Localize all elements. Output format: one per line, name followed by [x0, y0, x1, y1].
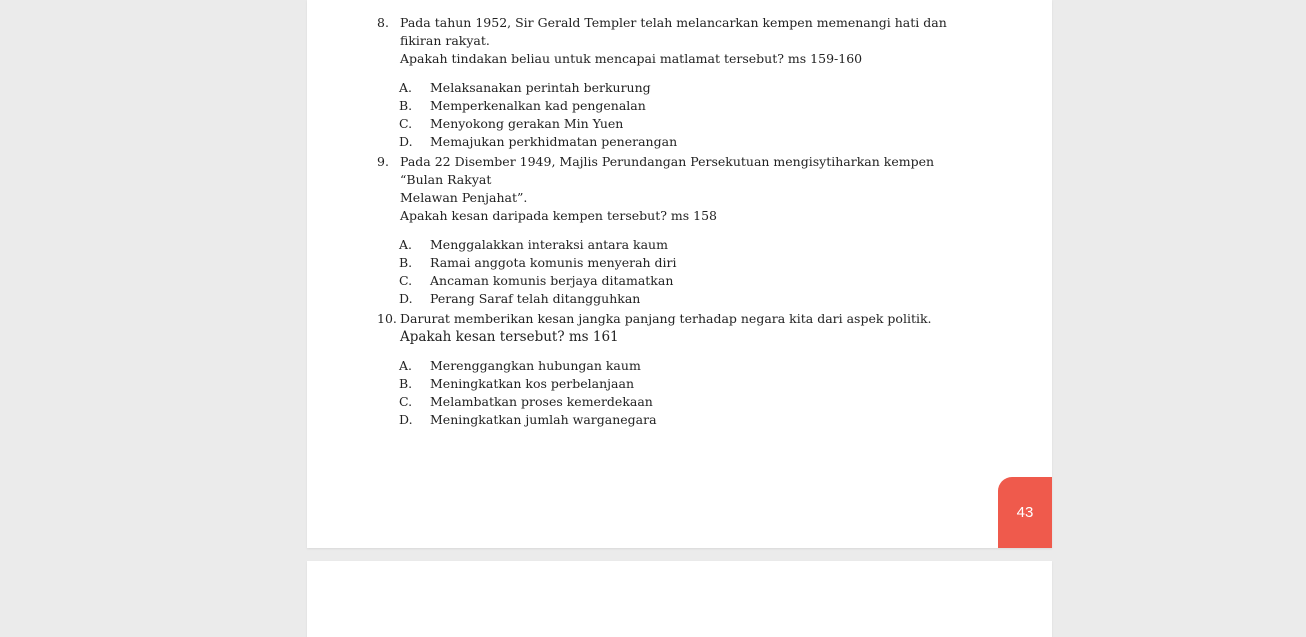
- question-10: [377, 310, 977, 429]
- option-list: [399, 236, 977, 308]
- option-text: Meningkatkan jumlah warganegara: [430, 412, 657, 427]
- option-b: [399, 254, 977, 272]
- option-letter: B.: [399, 255, 413, 270]
- option-text: Ancaman komunis berjaya ditamatkan: [430, 273, 674, 288]
- option-text: Menyokong gerakan Min Yuen: [430, 116, 624, 131]
- option-letter: A.: [399, 237, 413, 252]
- option-a: [399, 357, 977, 375]
- option-letter: C.: [399, 116, 413, 131]
- option-letter: C.: [399, 394, 413, 409]
- option-letter: D.: [399, 412, 413, 427]
- option-d: [399, 411, 977, 429]
- question-stem: [400, 153, 977, 225]
- next-page: [307, 561, 1052, 637]
- question-text-line: Pada tahun 1952, Sir Gerald Templer telah melancarkan kempen memenangi hati dan fikiran rakyat.: [400, 15, 947, 48]
- question-8: [377, 14, 977, 151]
- option-b: [399, 375, 977, 393]
- option-text: Meningkatkan kos perbelanjaan: [430, 376, 634, 391]
- option-text: Menggalakkan interaksi antara kaum: [430, 237, 668, 252]
- option-letter: D.: [399, 134, 413, 149]
- option-text: Perang Saraf telah ditangguhkan: [430, 291, 641, 306]
- option-letter: B.: [399, 98, 413, 113]
- option-a: [399, 236, 977, 254]
- question-number: 10.: [377, 311, 397, 326]
- option-text: Ramai anggota komunis menyerah diri: [430, 255, 677, 270]
- question-text-line: Apakah kesan tersebut? ms 161: [400, 329, 619, 345]
- option-c: [399, 272, 977, 290]
- question-text-line: Darurat memberikan kesan jangka panjang terhadap negara kita dari aspek politik.: [400, 311, 932, 326]
- option-text: Melaksanakan perintah berkurung: [430, 80, 651, 95]
- option-text: Merenggangkan hubungan kaum: [430, 358, 641, 373]
- option-letter: D.: [399, 291, 413, 306]
- option-a: [399, 79, 977, 97]
- question-text-line: Pada 22 Disember 1949, Majlis Perundangan Persekutuan mengisytiharkan kempen “Bulan Rakyat: [400, 154, 935, 187]
- option-list: [399, 79, 977, 151]
- question-text-line: Apakah kesan daripada kempen tersebut? ms 158: [400, 208, 718, 223]
- option-c: [399, 115, 977, 133]
- question-9: [377, 153, 977, 308]
- question-text-line: Apakah tindakan beliau untuk mencapai matlamat tersebut? ms 159-160: [400, 51, 863, 66]
- question-text-line: Melawan Penjahat”.: [400, 190, 528, 205]
- option-text: Memperkenalkan kad pengenalan: [430, 98, 646, 113]
- option-letter: C.: [399, 273, 413, 288]
- option-d: [399, 133, 977, 151]
- page-number-badge: 43: [998, 477, 1052, 548]
- option-list: [399, 357, 977, 429]
- page-43: [307, 0, 1052, 548]
- question-number: 9.: [377, 154, 389, 169]
- option-letter: A.: [399, 80, 413, 95]
- option-letter: A.: [399, 358, 413, 373]
- option-letter: B.: [399, 376, 413, 391]
- option-text: Memajukan perkhidmatan penerangan: [430, 134, 678, 149]
- question-stem: [400, 14, 977, 68]
- question-stem: [400, 310, 977, 346]
- option-d: [399, 290, 977, 308]
- question-number: 8.: [377, 15, 389, 30]
- option-b: [399, 97, 977, 115]
- option-text: Melambatkan proses kemerdekaan: [430, 394, 653, 409]
- option-c: [399, 393, 977, 411]
